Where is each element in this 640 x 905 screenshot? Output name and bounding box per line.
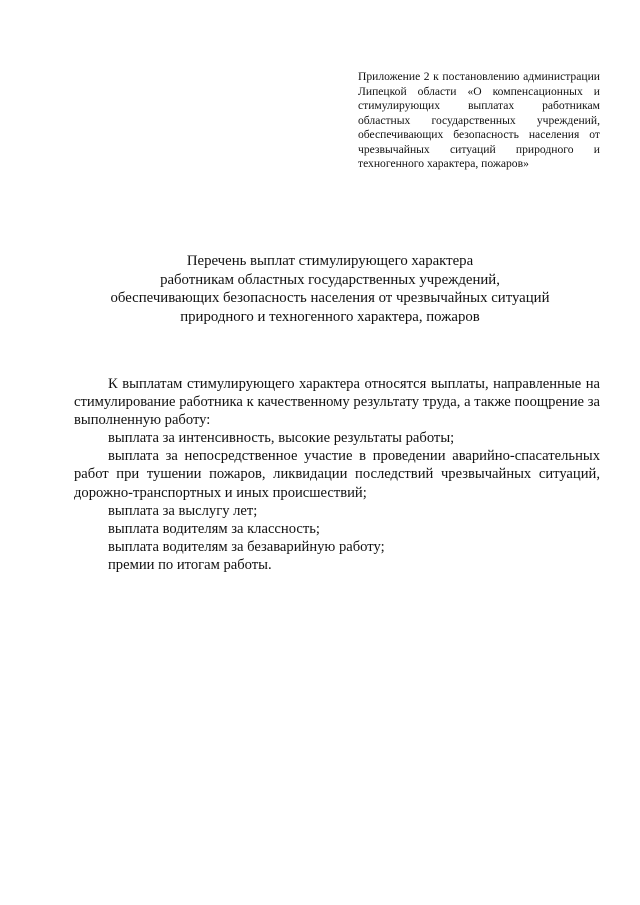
intro-paragraph: К выплатам стимулирующего характера относятся выплаты, направленные на стимулирование работника к качественному результату труда, а также поощрение за выполненную работу: (74, 376, 600, 429)
document-title (60, 252, 600, 326)
title-line: Перечень выплат стимулирующего характера (186, 253, 474, 269)
appendix-note (358, 70, 600, 172)
title-line: обеспечивающих безопасность населения от чрезвычайных ситуаций (110, 290, 550, 307)
title-line: работникам областных государственных учреждений, (160, 271, 500, 288)
document-body (74, 375, 600, 574)
appendix-text: Приложение 2 к постановлению администрации Липецкой области «О компенсационных и стимулирующих выплатах работникам областных государственных учреждений, обеспечивающих безопасность населения от чрезвычайных ситуаций природного и техногенного характера, пожаров» (358, 70, 600, 170)
list-item: выплата за непосредственное участие в проведении аварийно-спасательных работ при тушении пожаров, ликвидации последствий чрезвычайных ситуаций, дорожно-транспортных и иных происшествий; (74, 448, 600, 501)
title-line: природного и техногенного характера, пожаров (180, 308, 480, 325)
list-item: премии по итогам работы. (108, 556, 272, 573)
list-item: выплата за выслугу лет; (108, 502, 258, 519)
list-item: выплата водителям за классность; (108, 520, 320, 537)
list-item: выплата водителям за безаварийную работу; (108, 538, 385, 555)
list-item: выплата за интенсивность, высокие результаты работы; (108, 430, 455, 447)
